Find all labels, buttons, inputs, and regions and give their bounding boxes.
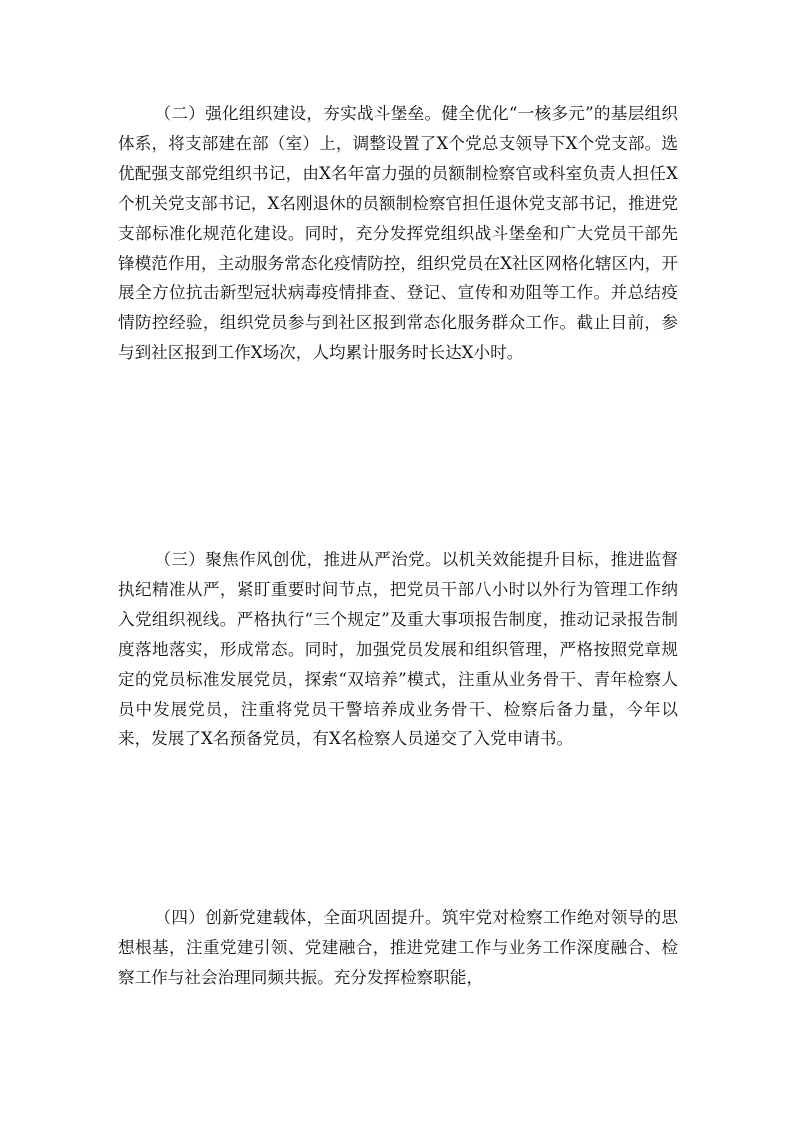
paragraph-work-style: （三）聚焦作风创优，推进从严治党。以机关效能提升目标，推进监督执纪精准从严，紧盯重要时间节点，把党员干部八小时以外行为管理工作纳入党组织视线。严格执行“三个规定”及重大事项报告制度，推动记录报告制度落地落实，形成常态。同时，加强党员发展和组织管理，严格按照党章规定的党员标准发展党员，探索“双培养”模式，注重从业务骨干、青年检察人员中发展党员，注重将党员干警培养成业务骨干、检察后备力量，今年以来，发展了X名预备党员，有X名检察人员递交了入党申请书。 [118, 550, 678, 749]
paragraph-party-building-innovation: （四）创新党建载体，全面巩固提升。筑牢党对检察工作绝对领导的思想根基，注重党建引领、党建融合，推进党建工作与业务工作深度融合、检察工作与社会治理同频共振。充分发挥检察职能， [118, 908, 678, 987]
paragraph-organization-building: （二）强化组织建设，夯实战斗堡垒。健全优化“一核多元”的基层组织体系，将支部建在部（室）上，调整设置了X个党总支领导下X个党支部。选优配强支部党组织书记，由X名年富力强的员额制检察官或科室负责人担任X个机关党支部书记，X名刚退休的员额制检察官担任退休党支部书记，推进党支部标准化规范化建设。同时，充分发挥党组织战斗堡垒和广大党员干部先锋模范作用，主动服务常态化疫情防控，组织党员在X社区网格化辖区内，开展全方位抗击新型冠状病毒疫情排查、登记、宣传和劝阻等工作。并总结疫情防控经验，组织党员参与到社区报到常态化服务群众工作。截止目前，参与到社区报到工作X场次，人均累计服务时长达X小时。 [118, 104, 678, 363]
